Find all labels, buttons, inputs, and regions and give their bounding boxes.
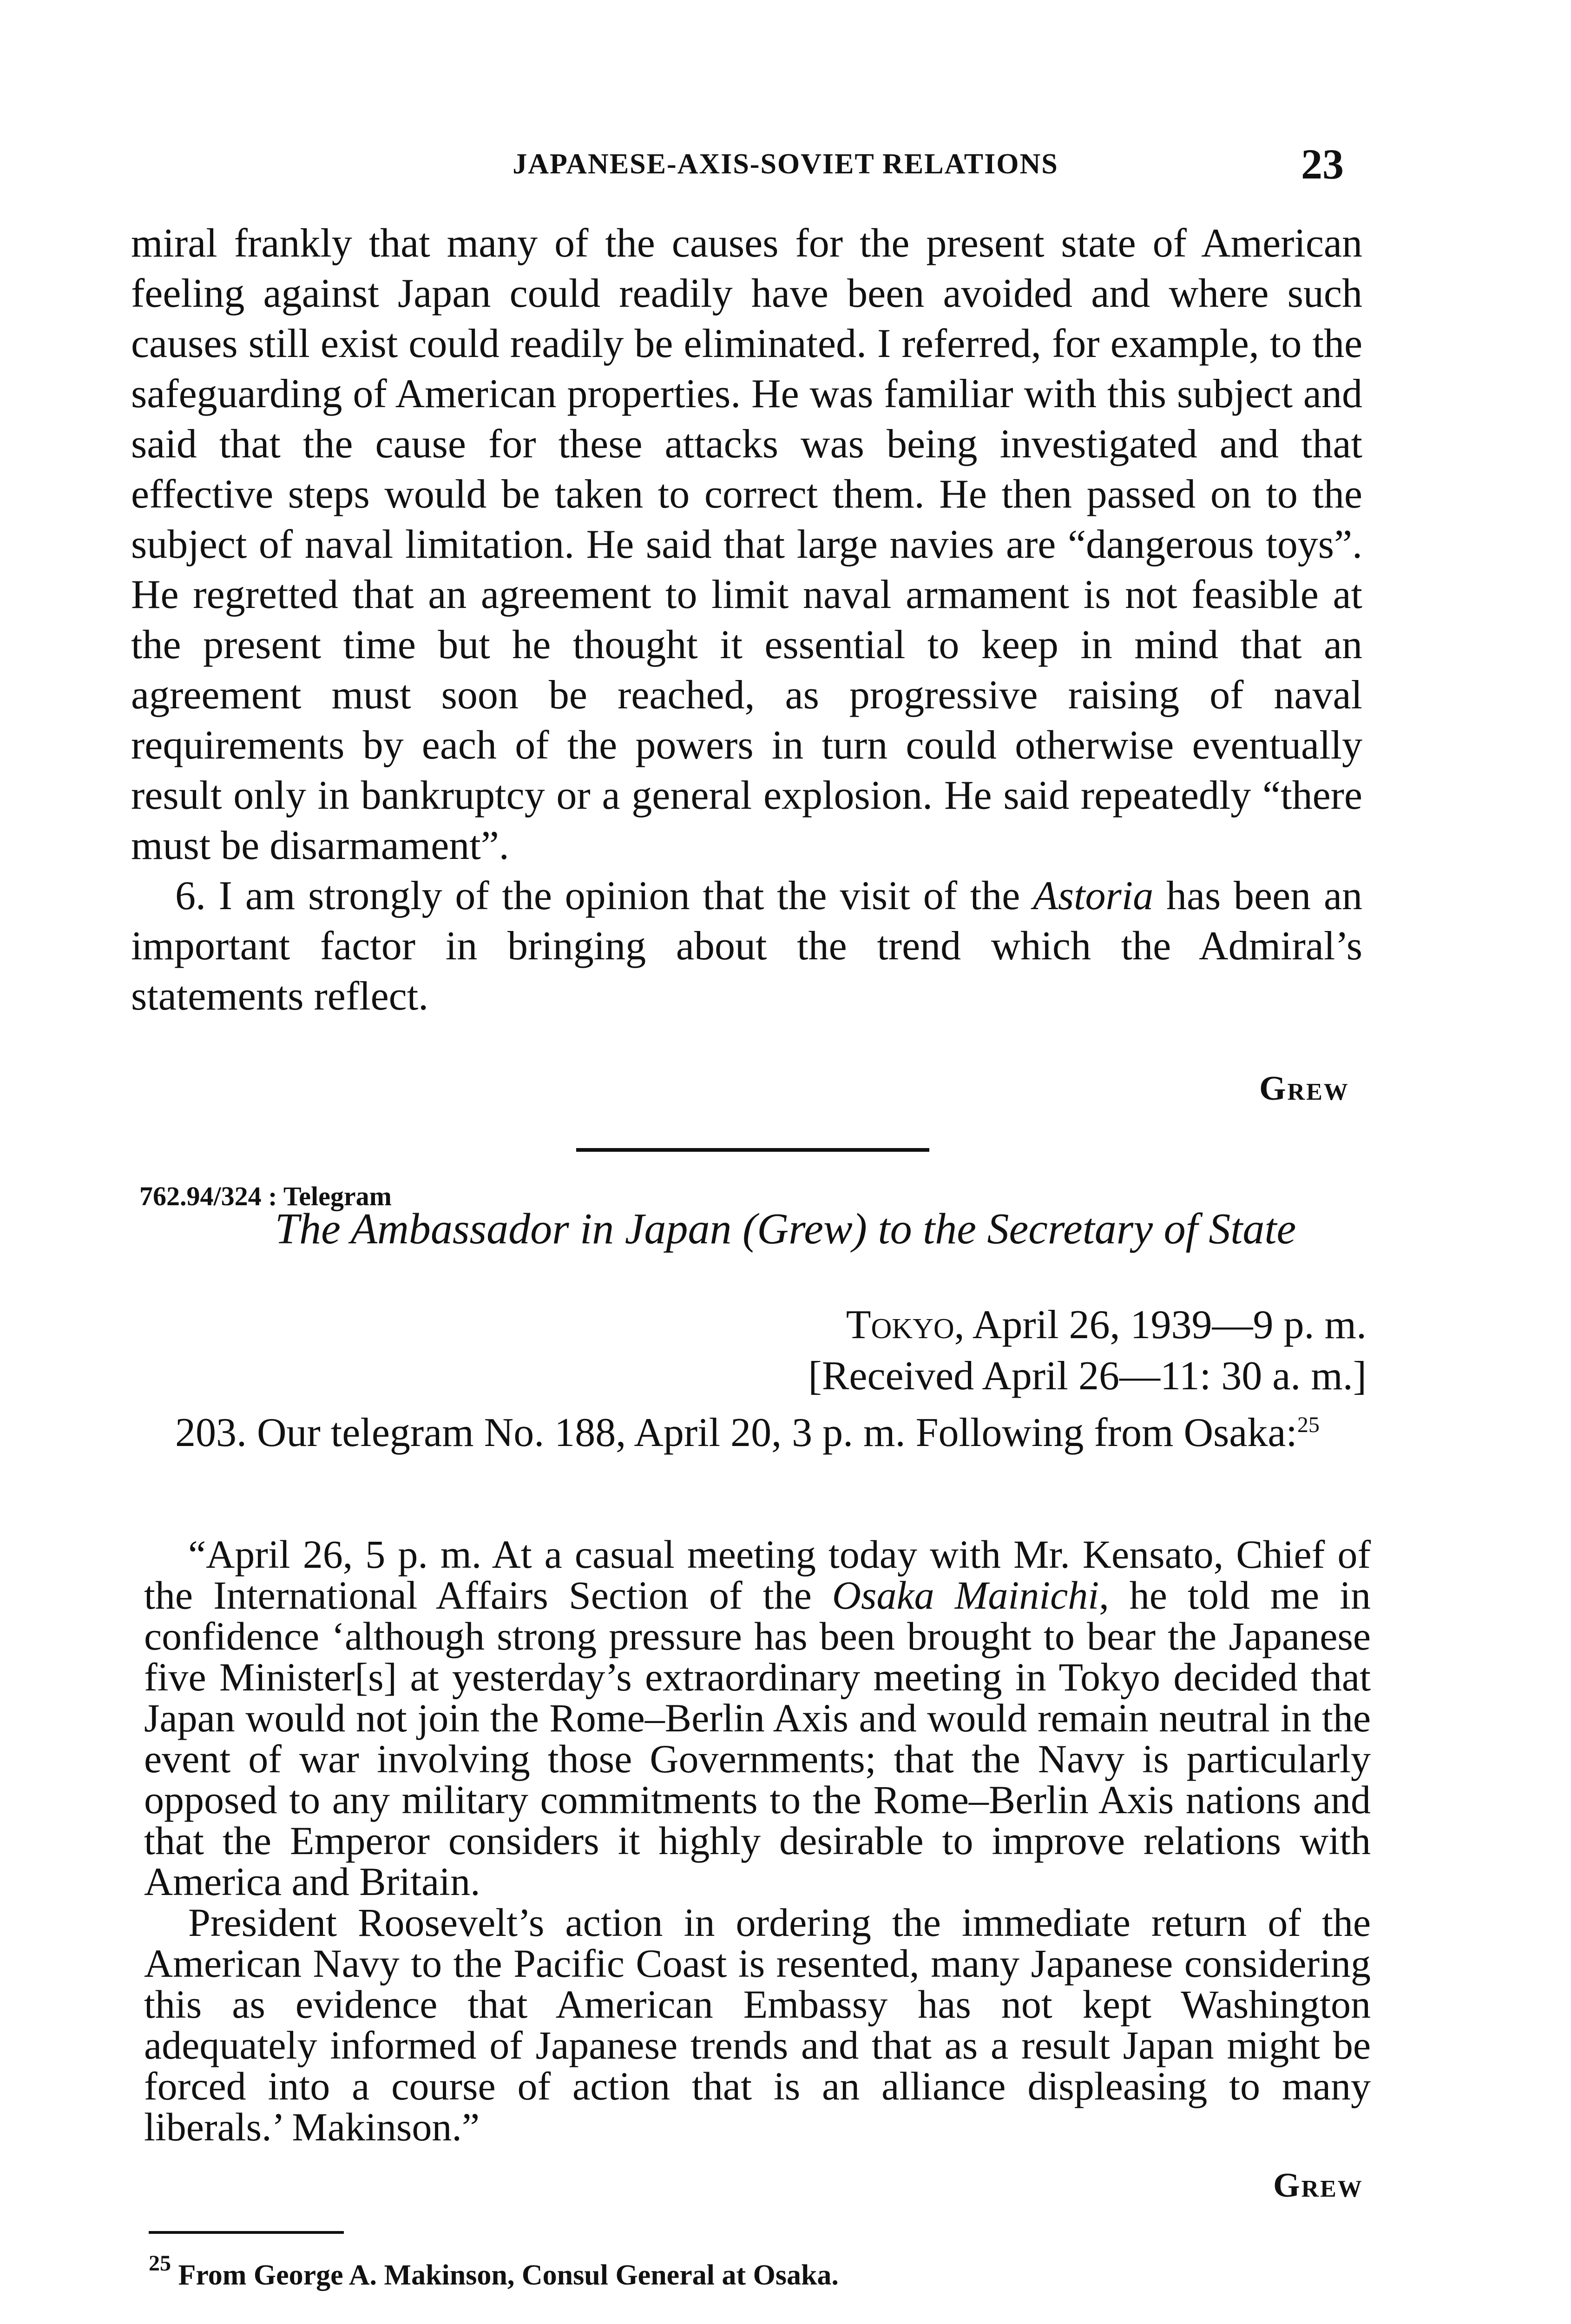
received-line: [Received April 26—11: 30 a. m.]: [808, 1353, 1367, 1399]
footnote-divider: [149, 2231, 344, 2234]
dateline-place: Tokyo: [846, 1302, 954, 1347]
continued-paragraph: miral frankly that many of the causes for the present state of American feeling against Japan could readily have been avoided and where such causes still exist could readily be eliminated. I referred, for example, to the safeguarding of American properties. He was familiar with this subject and said that the cause for these attacks was being investigated and that effective steps would be taken to correct them. He then passed on to the subject of naval limitation. He said that large navies are “dangerous toys”. He regretted that an agreement to limit naval armament is not feasible at the present time but he thought it essential to keep in mind that an agreement must soon be reached, as progressive raising of naval requirements by each of the powers in turn could otherwise eventually result only in bankruptcy or a general explosion. He said repeatedly “there must be disarmament”.: [131, 221, 1362, 868]
ship-name: Astoria: [1033, 873, 1154, 918]
running-title: JAPANESE-AXIS-SOVIET RELATIONS: [513, 148, 1058, 180]
quote-p1-suffix: , he told me in confidence ‘although strong pressure has been brought to bear the Japanese five Minister[s] at yesterday’s extraordinary meeting in Tokyo decided that Japan would not join the Rome–Berlin Axis and would remain neutral in the event of war involving those Governments; that the Navy is particularly opposed to any military commitments to the Rome–Berlin Axis nations and that the Emperor considers it highly desirable to improve relations with America and Britain.: [144, 1573, 1371, 1904]
dateline-date: , April 26, 1939—9 p. m.: [954, 1302, 1367, 1347]
paragraph-6: [131, 871, 1362, 1022]
paragraph-6-suffix: has been an important factor in bringing about the trend which the Admiral’s statements reflect.: [131, 873, 1363, 1019]
telegram-intro: [131, 1408, 1362, 1457]
footnote-reference: 25: [1297, 1413, 1320, 1437]
signature-grew-2: Grew: [1273, 2166, 1363, 2205]
quote-p1-prefix: “April 26, 5 p. m. At a casual meeting today with Mr. Kensato, Chief of the International Affairs Section of the: [144, 1532, 1371, 1618]
intro-paragraph: [131, 1408, 1362, 1457]
document-title: The Ambassador in Japan (Grew) to the Secretary of State: [275, 1205, 1296, 1253]
quoted-telegram: [144, 1534, 1371, 2147]
quote-paragraph-2: President Roosevelt’s action in ordering the immediate return of the American Navy to the Pacific Coast is resented, many Japanese considering this as evidence that American Embassy has not kept Washington adequately informed of Japanese trends and that as a result Japan might be forced into a course of action that is an alliance displeasing to many liberals.’ Makinson.”: [144, 1900, 1371, 2149]
paragraph-6-prefix: 6. I am strongly of the opinion that the visit of the: [175, 873, 1033, 918]
newspaper-name: Osaka Mainichi: [832, 1573, 1099, 1618]
continued-text-block: [131, 218, 1362, 1022]
footnote-text: From George A. Makinson, Consul General at Osaka.: [178, 2259, 839, 2291]
file-number: 762.94/324 : Telegram: [139, 1181, 392, 1211]
quote-paragraph-1: [144, 1534, 1371, 1902]
signature-grew-1: Grew: [1259, 1070, 1349, 1108]
section-divider: [576, 1148, 929, 1152]
dateline: [846, 1301, 1367, 1348]
intro-text: 203. Our telegram No. 188, April 20, 3 p. m. Following from Osaka:: [175, 1410, 1297, 1455]
page-number: 23: [1301, 140, 1344, 188]
footnote-marker: 25: [149, 2251, 171, 2276]
footnote: [149, 2251, 839, 2292]
